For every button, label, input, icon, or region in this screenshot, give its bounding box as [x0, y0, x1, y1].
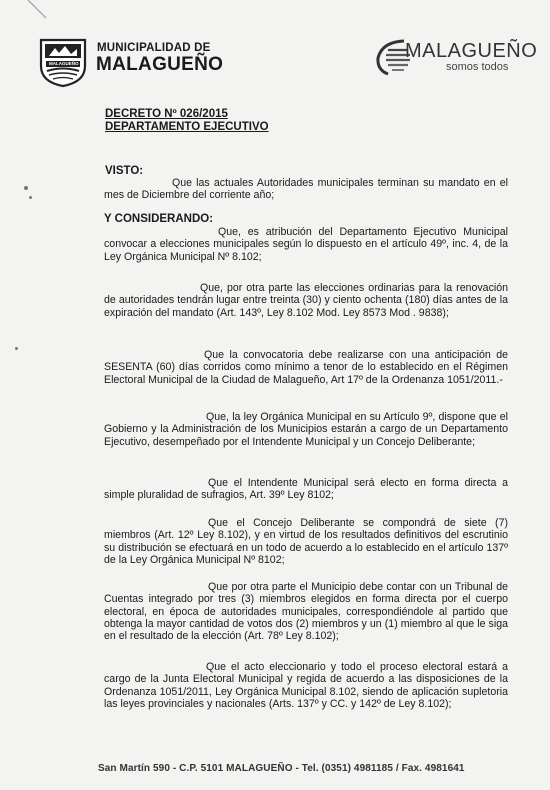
- considerando-paragraph-8: Que el acto eleccionario y todo el proceso electoral estará a cargo de la Junta Electoral Municipal y regida de acuerdo a las disposiciones de la Ordenanza 1051/2011, Ley Orgánica Municipal 8.102, siendo de aplicación supletoria las leyes provinciales y nacionales (Arts. 137º y CC. y 142º de Ley 8.102);: [104, 661, 508, 710]
- scan-speck: [15, 347, 18, 350]
- department-title: DEPARTAMENTO EJECUTIVO: [105, 121, 269, 133]
- visto-paragraph: Que las actuales Autoridades municipales terminan su mandato en el mes de Diciembre del corriente año;: [104, 177, 508, 202]
- considerando-paragraph-7: Que por otra parte el Municipio debe contar con un Tribunal de Cuentas integrado por tres (3) miembros elegidos en forma directa por el cuerpo electoral, en época de autoridades municipales, correspondiéndole al partido que obtenga la mayor cantidad de votos dos (2) miembros y un (1) miembro al que le siga en el resultado de la elección (Art. 78º Ley 8.102);: [104, 581, 508, 643]
- municipality-name: MALAGUEÑO: [96, 54, 224, 75]
- considerando-paragraph-5: Que el Intendente Municipal será electo en forma directa a simple pluralidad de sufragios, Art. 39º Ley 8102;: [104, 477, 508, 502]
- considerando-heading: Y CONSIDERANDO:: [104, 213, 214, 225]
- brand-name: MALAGUEÑO: [405, 40, 538, 62]
- brand-tagline: somos todos: [446, 61, 509, 73]
- considerando-paragraph-2: Que, por otra parte las elecciones ordinarias para la renovación de autoridades tendrán lugar entre treinta (30) y ciento ochenta (180) días antes de la expiración del mandato (Art. 143º, Ley 8.102 Mod. Ley 8573 Mod . 9838);: [104, 282, 508, 319]
- scan-speck: [29, 196, 32, 199]
- decree-number: DECRETO Nº 026/2015: [105, 108, 228, 120]
- municipality-label: MUNICIPALIDAD DE: [97, 42, 211, 54]
- considerando-paragraph-6: Que el Concejo Deliberante se compondrá de siete (7) miembros (Art. 12º Ley 8.102), y en virtud de los resultados definitivos del escrutinio su distribución se efectuará en un todo de acuerdo a lo establecido en el artículo 137º de la Ley Orgánica Municipal Nº 8102;: [104, 517, 508, 566]
- scan-speck: [24, 186, 28, 190]
- shield-text: MALAGUEÑO: [49, 61, 79, 66]
- considerando-paragraph-1: Que, es atribución del Departamento Ejecutivo Municipal convocar a elecciones municipales según lo dispuesto en el artículo 49º, inc. 4, de la Ley Orgánica Municipal Nº 8.102;: [104, 226, 508, 263]
- visto-heading: VISTO:: [105, 165, 144, 177]
- considerando-paragraph-3: Que la convocatoria debe realizarse con una anticipación de SESENTA (60) días corridos como mínimo a tenor de lo establecido en el Régimen Electoral Municipal de la Ciudad de Malagueño, Art 17º de la Ordenanza 1051/2011.-: [104, 349, 508, 386]
- footer-address: San Martín 590 - C.P. 5101 MALAGUEÑO - Tel. (0351) 4981185 / Fax. 4981641: [98, 763, 465, 774]
- considerando-paragraph-4: Que, la ley Orgánica Municipal en su Artículo 9º, dispone que el Gobierno y la Administración de los Municipios estarán a cargo de un Departamento Ejecutivo, desempeñado por el Intendente Municipal y un Concejo Deliberante;: [104, 411, 508, 448]
